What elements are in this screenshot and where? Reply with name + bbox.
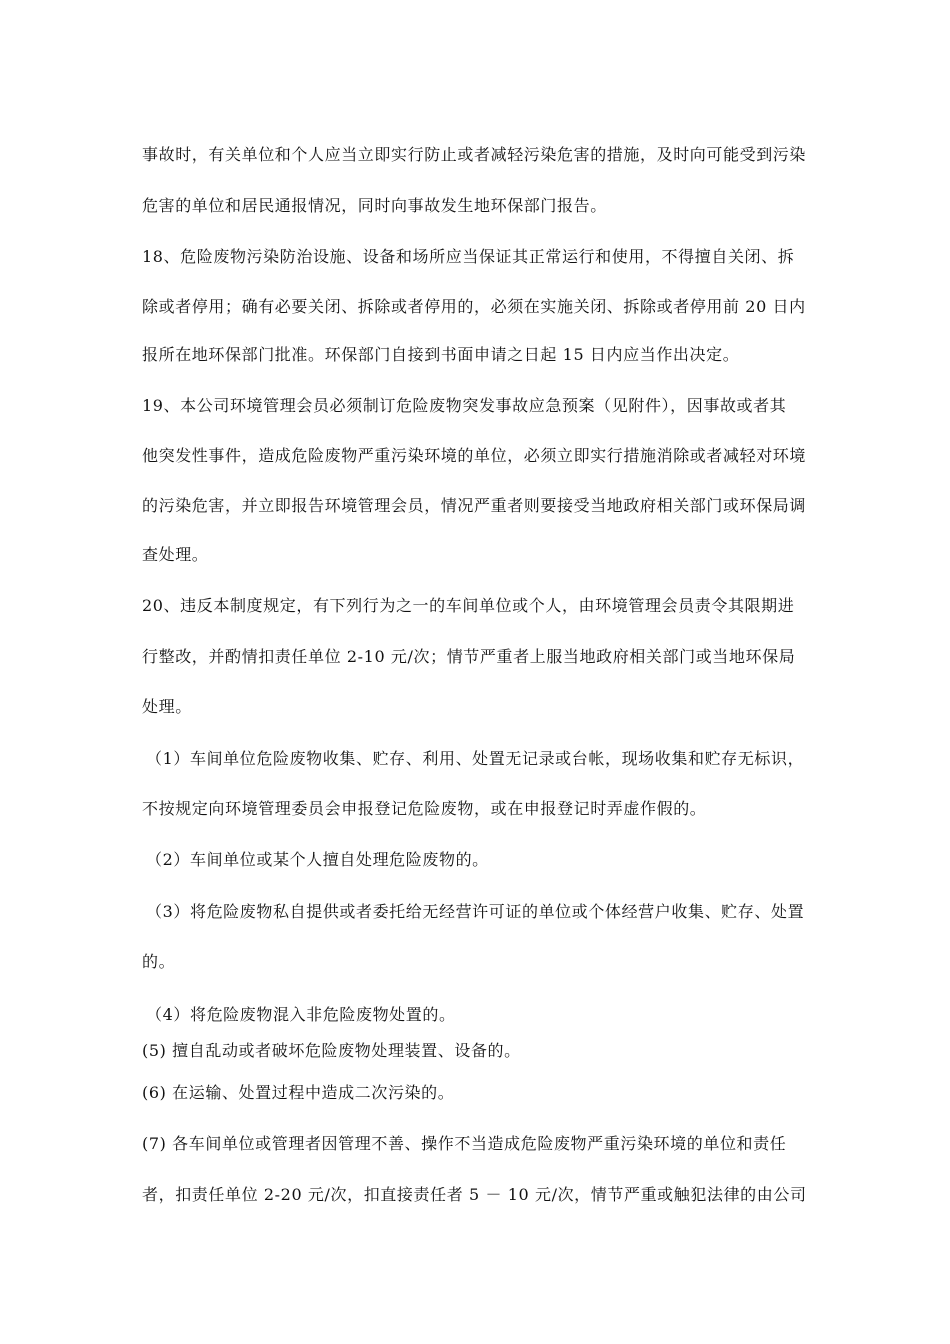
text-line: (7) 各车间单位或管理者因管理不善、操作不当造成危险废物严重污染环境的单位和责任 bbox=[142, 1134, 787, 1153]
text-line: 他突发性事件，造成危险废物严重污染环境的单位，必须立即实行措施消除或者减轻对环境 bbox=[142, 446, 807, 465]
text-line: 不按规定向环境管理委员会申报登记危险废物，或在申报登记时弄虚作假的。 bbox=[142, 799, 707, 818]
text-line: 行整改，并酌情扣责任单位 2-10 元/次；情节严重者上服当地政府相关部门或当地环保局 bbox=[142, 647, 796, 666]
text-line: 处理。 bbox=[142, 697, 192, 716]
text-line: （4）将危险废物混入非危险废物处置的。 bbox=[146, 1005, 456, 1024]
text-line: 危害的单位和居民通报情况，同时向事故发生地环保部门报告。 bbox=[142, 196, 607, 215]
text-line: 事故时，有关单位和个人应当立即实行防止或者减轻污染危害的措施，及时向可能受到污染 bbox=[142, 145, 807, 164]
text-line: 20、违反本制度规定，有下列行为之一的车间单位或个人，由环境管理会员责令其限期进 bbox=[142, 596, 795, 615]
text-line: (5) 擅自乱动或者破坏危险废物处理装置、设备的。 bbox=[142, 1041, 521, 1060]
text-line: （3）将危险废物私自提供或者委托给无经营许可证的单位或个体经营户收集、贮存、处置 bbox=[146, 902, 805, 921]
text-line: (6) 在运输、处置过程中造成二次污染的。 bbox=[142, 1083, 455, 1102]
text-line: 查处理。 bbox=[142, 545, 209, 564]
text-line: （1）车间单位危险废物收集、贮存、利用、处置无记录或台帐，现场收集和贮存无标识， bbox=[146, 749, 805, 768]
text-line: 报所在地环保部门批准。环保部门自接到书面申请之日起 15 日内应当作出决定。 bbox=[142, 345, 740, 364]
text-line: 者，扣责任单位 2-20 元/次，扣直接责任者 5 － 10 元/次，情节严重或触犯法律的由公司 bbox=[142, 1185, 807, 1204]
text-line: 19、本公司环境管理会员必须制订危险废物突发事故应急预案（见附件），因事故或者其 bbox=[142, 396, 787, 415]
text-line: 除或者停用；确有必要关闭、拆除或者停用的，必须在实施关闭、拆除或者停用前 20 日内 bbox=[142, 297, 806, 316]
text-line: （2）车间单位或某个人擅自处理危险废物的。 bbox=[146, 850, 489, 869]
text-line: 18、危险废物污染防治设施、设备和场所应当保证其正常运行和使用，不得擅自关闭、拆 bbox=[142, 247, 795, 266]
text-line: 的。 bbox=[142, 952, 176, 971]
text-line: 的污染危害，并立即报告环境管理会员，情况严重者则要接受当地政府相关部门或环保局调 bbox=[142, 496, 807, 515]
